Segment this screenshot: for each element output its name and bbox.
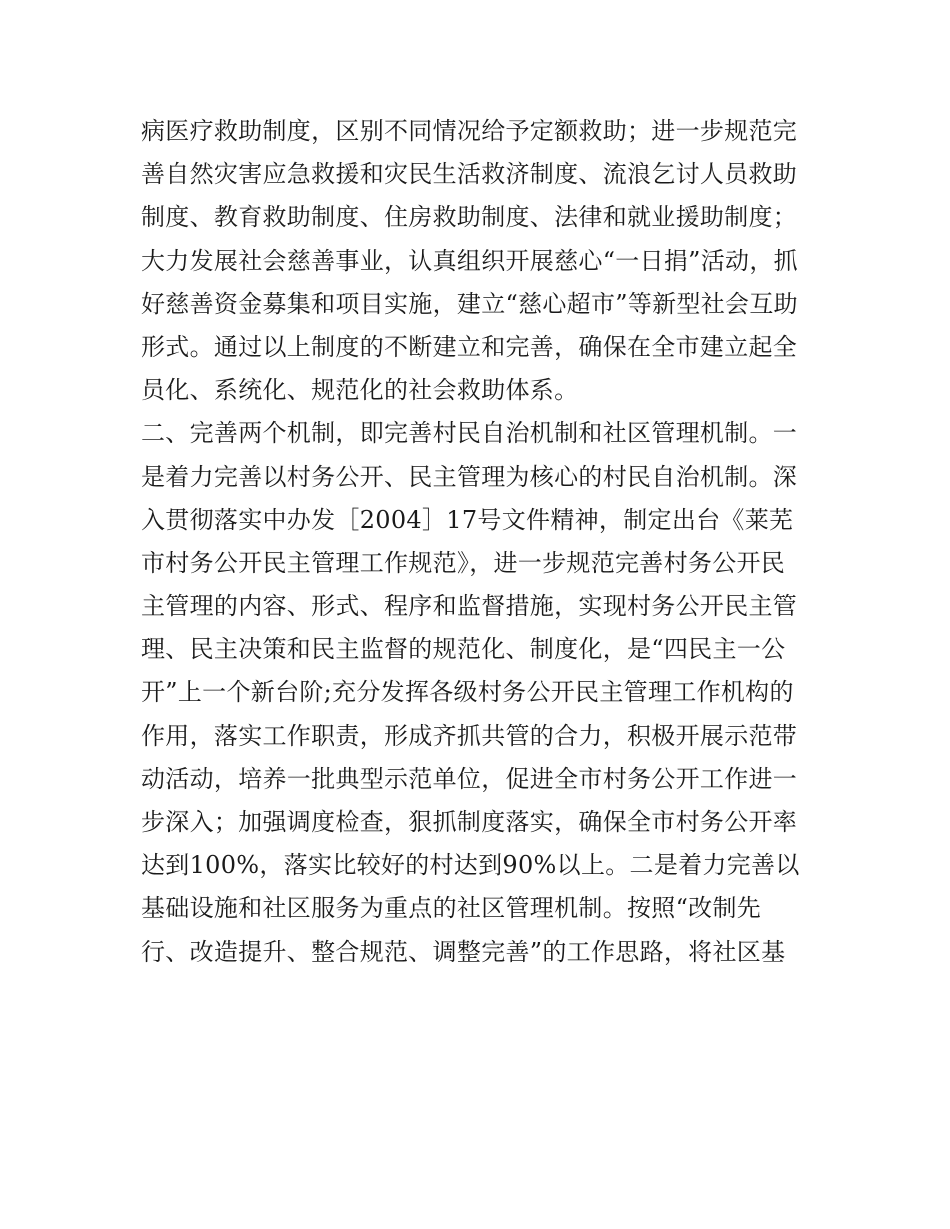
text-line: 制度、教育救助制度、住房救助制度、法律和就业援助制度； xyxy=(141,203,798,232)
text-line: 基础设施和社区服务为重点的社区管理机制。按照“改制先 xyxy=(141,894,762,923)
text-line: 主管理的内容、形式、程序和监督措施，实现村务公开民主管 xyxy=(141,592,798,621)
text-line: 动活动，培养一批典型示范单位，促进全市村务公开工作进一 xyxy=(141,764,798,793)
text-line: 理、民主决策和民主监督的规范化、制度化，是“四民主一公 xyxy=(141,635,786,664)
text-line: 好慈善资金募集和项目实施，建立“慈心超市”等新型社会互助 xyxy=(141,289,798,318)
text-line: 开”上一个新台阶;充分发挥各级村务公开民主管理工作机构的 xyxy=(141,678,794,707)
text-line: 形式。通过以上制度的不断建立和完善，确保在全市建立起全 xyxy=(141,332,798,361)
text-line: 行、改造提升、整合规范、调整完善”的工作思路，将社区基 xyxy=(141,937,786,966)
text-line: 病医疗救助制度，区别不同情况给予定额救助；进一步规范完 xyxy=(141,117,798,145)
text-line: 善自然灾害应急救援和灾民生活救济制度、流浪乞讨人员救助 xyxy=(141,160,798,189)
text-line: 二、完善两个机制，即完善村民自治机制和社区管理机制。一 xyxy=(141,419,798,448)
text-line: 员化、系统化、规范化的社会救助体系。 xyxy=(141,376,579,405)
text-line: 市村务公开民主管理工作规范》，进一步规范完善村务公开民 xyxy=(141,548,786,577)
text-line: 入贯彻落实中办发［2004］17号文件精神，制定出台《莱芜 xyxy=(141,505,794,534)
text-line: 步深入；加强调度检查，狠抓制度落实，确保全市村务公开率 xyxy=(141,808,798,836)
text-line: 作用，落实工作职责，形成齐抓共管的合力，积极开展示范带 xyxy=(141,721,798,750)
body-text xyxy=(141,110,821,974)
text-line: 是着力完善以村务公开、民主管理为核心的村民自治机制。深 xyxy=(141,462,798,491)
text-line: 达到100%，落实比较好的村达到90%以上。二是着力完善以 xyxy=(141,851,800,880)
text-line: 大力发展社会慈善事业，认真组织开展慈心“一日捐”活动，抓 xyxy=(141,246,798,275)
